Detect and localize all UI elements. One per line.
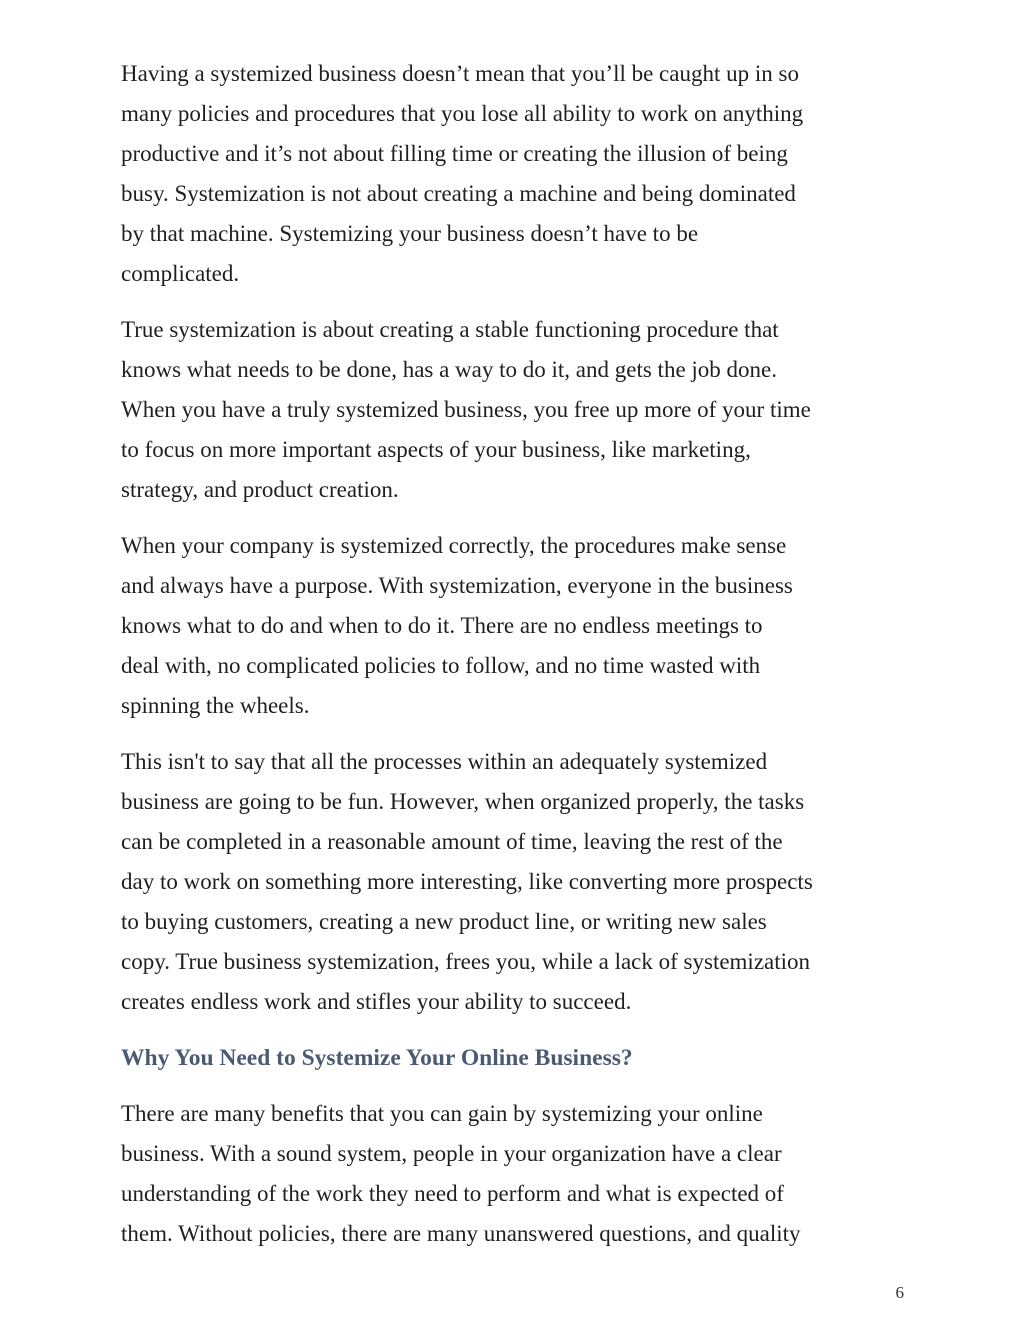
section-heading: Why You Need to Systemize Your Online Business?	[121, 1045, 633, 1071]
paragraph-3: When your company is systemized correctly, the procedures make sense and always have a purpose. With systemization, everyone in the business knows what to do and when to do it. There are no endless meetings to deal with, no complicated policies to follow, and no time wasted with spinning the wheels.	[121, 533, 793, 718]
paragraph-2: True systemization is about creating a stable functioning procedure that knows what needs to be done, has a way to do it, and gets the job done. When you have a truly systemized business, you free up more of your time to focus on more important aspects of your business, like marketing, strategy, and product creation.	[121, 317, 811, 502]
page-number: 6	[895, 1283, 904, 1302]
paragraph-1: Having a systemized business doesn’t mean that you’ll be caught up in so many policies and procedures that you lose all ability to work on anything productive and it’s not about filling time or creating the illusion of being busy. Systemization is not about creating a machine and being dominated by that machine. Systemizing your business doesn’t have to be complicated.	[121, 61, 804, 286]
document-page	[121, 54, 911, 1270]
paragraph-5: There are many benefits that you can gain by systemizing your online business. With a sound system, people in your organization have a clear understanding of the work they need to perform and what is expected of them. Without policies, there are many unanswered questions, and quality	[121, 1101, 801, 1246]
paragraph-4: This isn't to say that all the processes within an adequately systemized business are going to be fun. However, when organized properly, the tasks can be completed in a reasonable amount of time, leaving the rest of the day to work on something more interesting, like converting more prospects to buying customers, creating a new product line, or writing new sales copy. True business systemization, frees you, while a lack of systemization creates endless work and stifles your ability to succeed.	[121, 749, 813, 1014]
